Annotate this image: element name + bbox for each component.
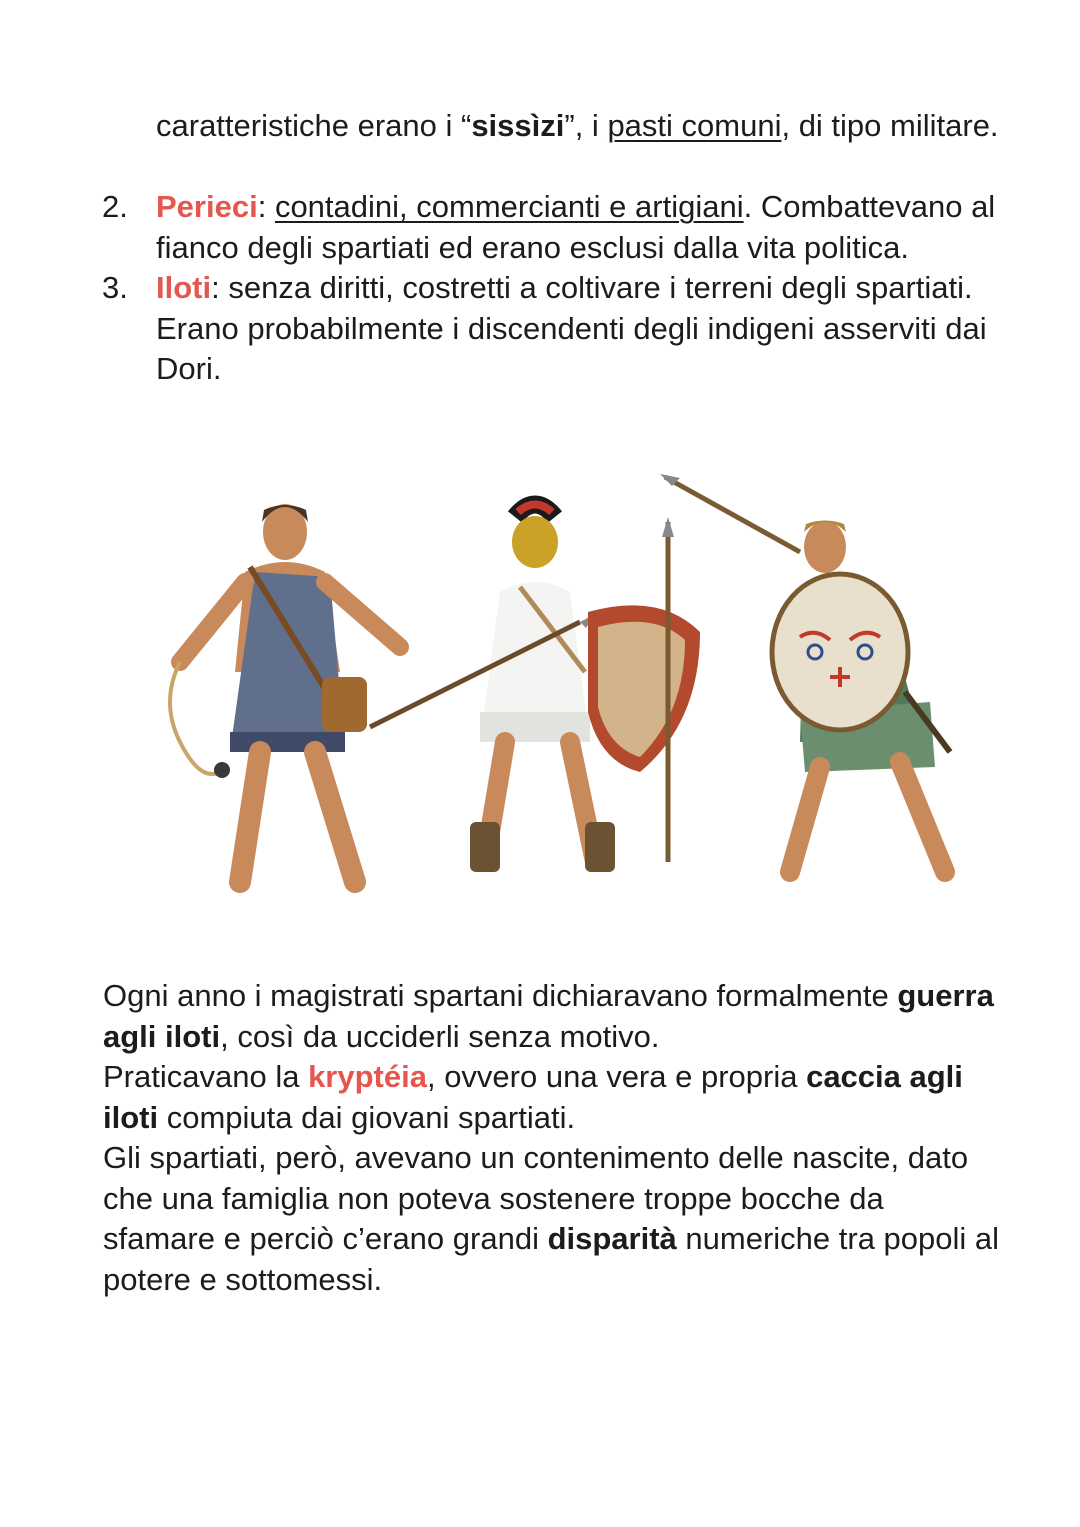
text-span: , di tipo militare. [781,108,999,143]
text-span: numeriche tra popoli al potere e sottomessi. [103,1221,1000,1297]
list-item-iloti [0,268,1080,390]
text-span: Ogni anno i magistrati spartani dichiaravano formalmente [103,978,898,1013]
underlined-occupations: contadini, commercianti e artigiani [274,189,744,224]
list-number: 2. [102,189,128,224]
shield-warrior-figure [660,474,950,872]
list-item-body [156,187,1016,268]
term-sissizi: sissìzi [471,108,565,143]
helot-figure [170,504,400,882]
list-item-body [156,268,1016,390]
text-span: compiuta dai giovani spartiati. [158,1099,576,1135]
text-span: . Combattevano al fianco degli spartiati ed erano esclusi dalla vita politica. [156,189,996,265]
list-item-perieci [0,187,1080,268]
text-span: , così da ucciderli senza motivo. [220,1018,660,1054]
spartan-figures-illustration [140,462,970,912]
term-krypteia: kryptéia [308,1059,427,1094]
text-span: senza diritti, costretti a coltivare i terreni degli spartiati. Erano probabilmente i discendenti degli indigeni asserviti dai Dori. [156,270,987,386]
list-item-1-continuation [156,106,1036,147]
social-classes-list [0,187,1080,390]
text-span: Gli spartiati, però, avevano un contenimento delle nascite, dato che una famiglia non poteva sostenere troppe bocche da sfamare e perciò c’erano grandi [103,1140,969,1256]
term-perieci: Perieci [156,189,258,224]
bold-guerra-agli-iloti: guerra agli iloti [103,978,994,1054]
text-span: caratteristiche erano i “ [156,108,472,143]
bold-caccia-agli-iloti: caccia agli iloti [103,1059,963,1135]
text-span: Praticavano la [103,1059,309,1094]
text-span: : [257,189,275,224]
bold-disparita: disparità [547,1221,677,1256]
list-number: 3. [102,270,128,305]
body-paragraph [103,976,1003,1300]
text-span: : [211,270,229,305]
underlined-pasti-comuni: pasti comuni [607,108,782,143]
text-span: , ovvero una vera e propria [426,1059,807,1094]
term-iloti: Iloti [156,270,212,305]
spartiate-hoplite-figure [370,505,700,873]
text-span: ”, i [564,108,608,143]
